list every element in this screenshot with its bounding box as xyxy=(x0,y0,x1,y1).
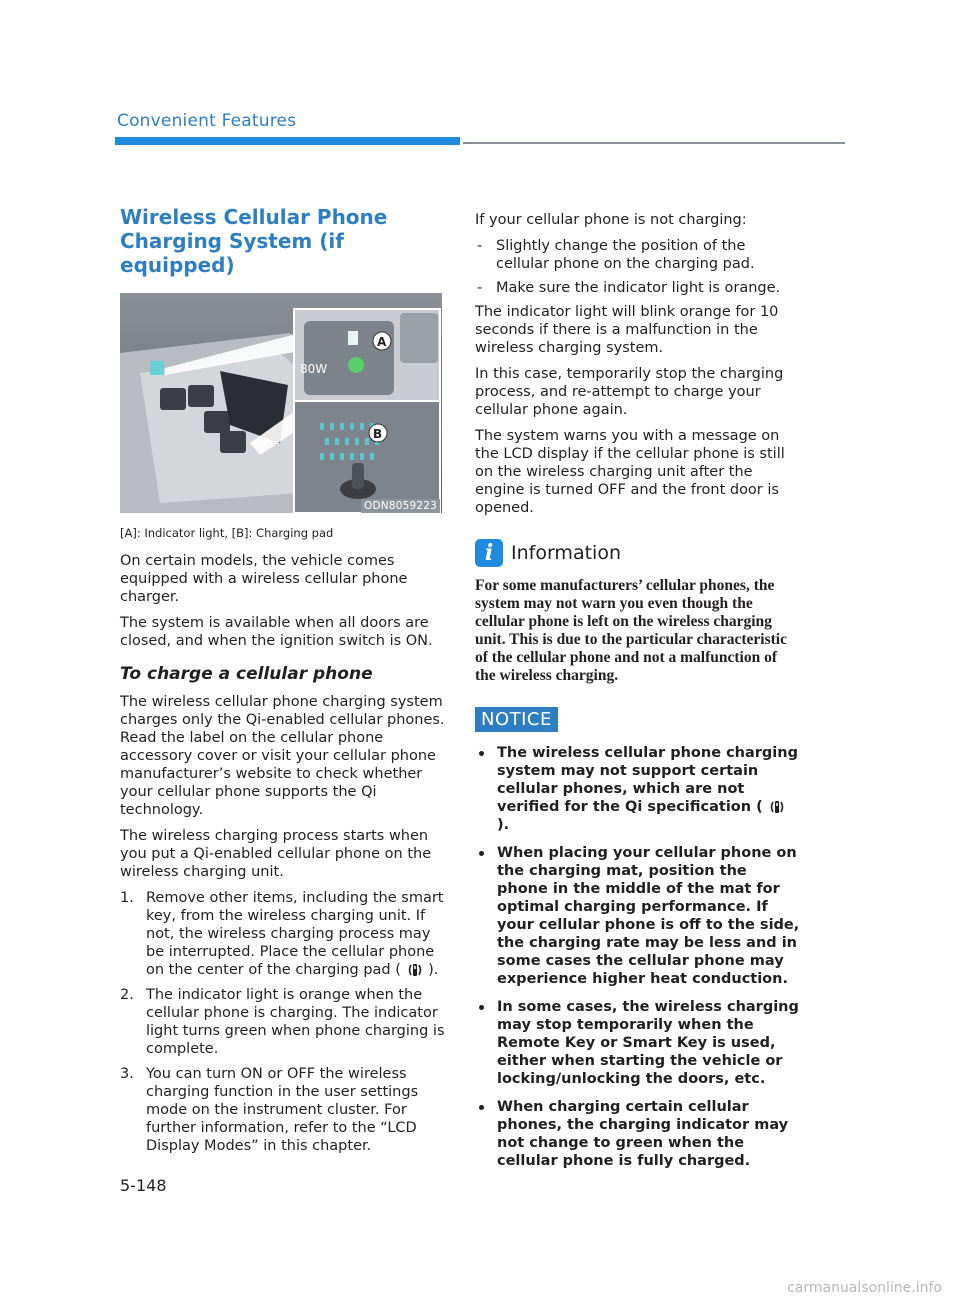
list-item xyxy=(120,1065,445,1155)
paragraph: The indicator light will blink orange for 10 seconds if there is a malfunction in the wireless charging system. xyxy=(475,304,779,356)
paragraph: The wireless cellular phone charging system charges only the Qi-enabled cellular phones. Read the label on the cellular phone accessory cover or visit your cellular phone manufacturer’s website to check whether your cellular phone supports the Qi technology. xyxy=(120,694,445,818)
information-body: For some manufacturers’ cellular phones, the system may not warn you even though the cellular phone is left on the wireless charging unit. This is due to the particular characteristic of the cellular phone and not a malfunction of the wireless charging. xyxy=(475,577,787,684)
notice-text: The wireless cellular phone charging system may not support certain cellular phones, which are not verified for the Qi specification ( xyxy=(497,745,798,815)
notice-text: ). xyxy=(497,817,510,833)
bullet-icon xyxy=(479,851,484,856)
notice-text: When placing your cellular phone on the charging mat, position the phone in the middle of the mat for optimal charging performance. If your cellular phone is off to the side, the charging rate may be less and in some cases the cellular phone may experience higher heat conduction. xyxy=(497,845,800,987)
label-a: A xyxy=(377,335,387,349)
list-item: - Slightly change the position of the cellular phone on the charging pad. xyxy=(477,238,755,272)
steps-list xyxy=(120,889,445,1155)
charging-system-photo xyxy=(120,293,442,513)
list-item xyxy=(475,844,800,988)
bullet-icon xyxy=(479,1105,484,1110)
watermark: carmanualsonline.info xyxy=(787,1280,942,1296)
notice-text: In some cases, the wireless charging may stop temporarily when the Remote Key or Smart Key is used, either when starting the vehicle or locking/unlocking the doors, etc. xyxy=(497,999,799,1087)
list-item xyxy=(475,1098,800,1170)
step-number: 2. xyxy=(120,987,134,1003)
step-text: The indicator light is orange when the cellular phone is charging. The indicator light turns green when phone charging is complete. xyxy=(146,987,445,1057)
notice-list xyxy=(475,744,800,1170)
qi-wireless-charging-icon xyxy=(406,961,424,979)
step-number: 1. xyxy=(120,890,134,906)
step-number: 3. xyxy=(120,1066,134,1082)
paragraph: The system warns you with a message on the LCD display if the cellular phone is still on the wireless charging unit after the engine is turned OFF and the front door is opened. xyxy=(475,428,785,516)
paragraph: The system is available when all doors are closed, and when the ignition switch is ON. xyxy=(120,615,433,649)
header-rule-accent xyxy=(115,137,460,145)
power-label: 80W xyxy=(300,362,328,376)
information-title: Information xyxy=(511,542,621,564)
left-column xyxy=(120,205,445,1162)
console-illustration xyxy=(120,293,442,513)
subheading: To charge a cellular phone xyxy=(120,664,373,684)
heading-line-2: Charging System (if equipped) xyxy=(120,229,344,277)
right-column xyxy=(475,211,800,1180)
list-text: Make sure the indicator light is orange. xyxy=(496,280,781,296)
paragraph: On certain models, the vehicle comes equipped with a wireless cellular phone charger. xyxy=(120,553,408,605)
list-text: Slightly change the position of the cellular phone on the charging pad. xyxy=(496,238,755,272)
notice-badge: NOTICE xyxy=(475,707,558,732)
information-header xyxy=(475,539,800,567)
paragraph: The wireless charging process starts when you put a Qi-enabled cellular phone on the wireless charging unit. xyxy=(120,828,432,880)
list-item xyxy=(120,889,445,979)
list-item xyxy=(120,986,445,1058)
step-text: ). xyxy=(428,962,439,978)
paragraph: In this case, temporarily stop the charging process, and re-attempt to charge your cellular phone again. xyxy=(475,366,784,418)
qi-wireless-charging-icon xyxy=(768,798,786,816)
bullet-icon xyxy=(479,751,484,756)
step-text: You can turn ON or OFF the wireless charging function in the user settings mode on the instrument cluster. For further information, refer to the “LCD Display Modes” in this chapter. xyxy=(146,1066,419,1154)
figure-caption: [A]: Indicator light, [B]: Charging pad xyxy=(120,526,334,540)
bullet-icon xyxy=(479,1005,484,1010)
list-item: - Make sure the indicator light is orange. xyxy=(477,280,781,296)
header-rule xyxy=(463,142,845,144)
section-title: Convenient Features xyxy=(117,111,297,131)
troubleshoot-list xyxy=(475,237,800,297)
list-item xyxy=(475,998,800,1088)
list-item xyxy=(475,744,800,834)
page-number: 5-148 xyxy=(120,1176,167,1195)
paragraph: If your cellular phone is not charging: xyxy=(475,212,747,228)
label-b: B xyxy=(373,427,383,441)
step-text: Remove other items, including the smart key, from the wireless charging unit. If not, the wireless charging process may be interrupted. Place the cellular phone on the center of the charging pad ( xyxy=(146,890,444,978)
photo-code: ODN8059223 xyxy=(361,499,440,513)
notice-text: When charging certain cellular phones, the charging indicator may not change to green when the cellular phone is fully charged. xyxy=(497,1099,789,1169)
page-heading xyxy=(120,205,445,277)
heading-line-1: Wireless Cellular Phone xyxy=(120,205,388,229)
info-icon: i xyxy=(475,539,503,567)
